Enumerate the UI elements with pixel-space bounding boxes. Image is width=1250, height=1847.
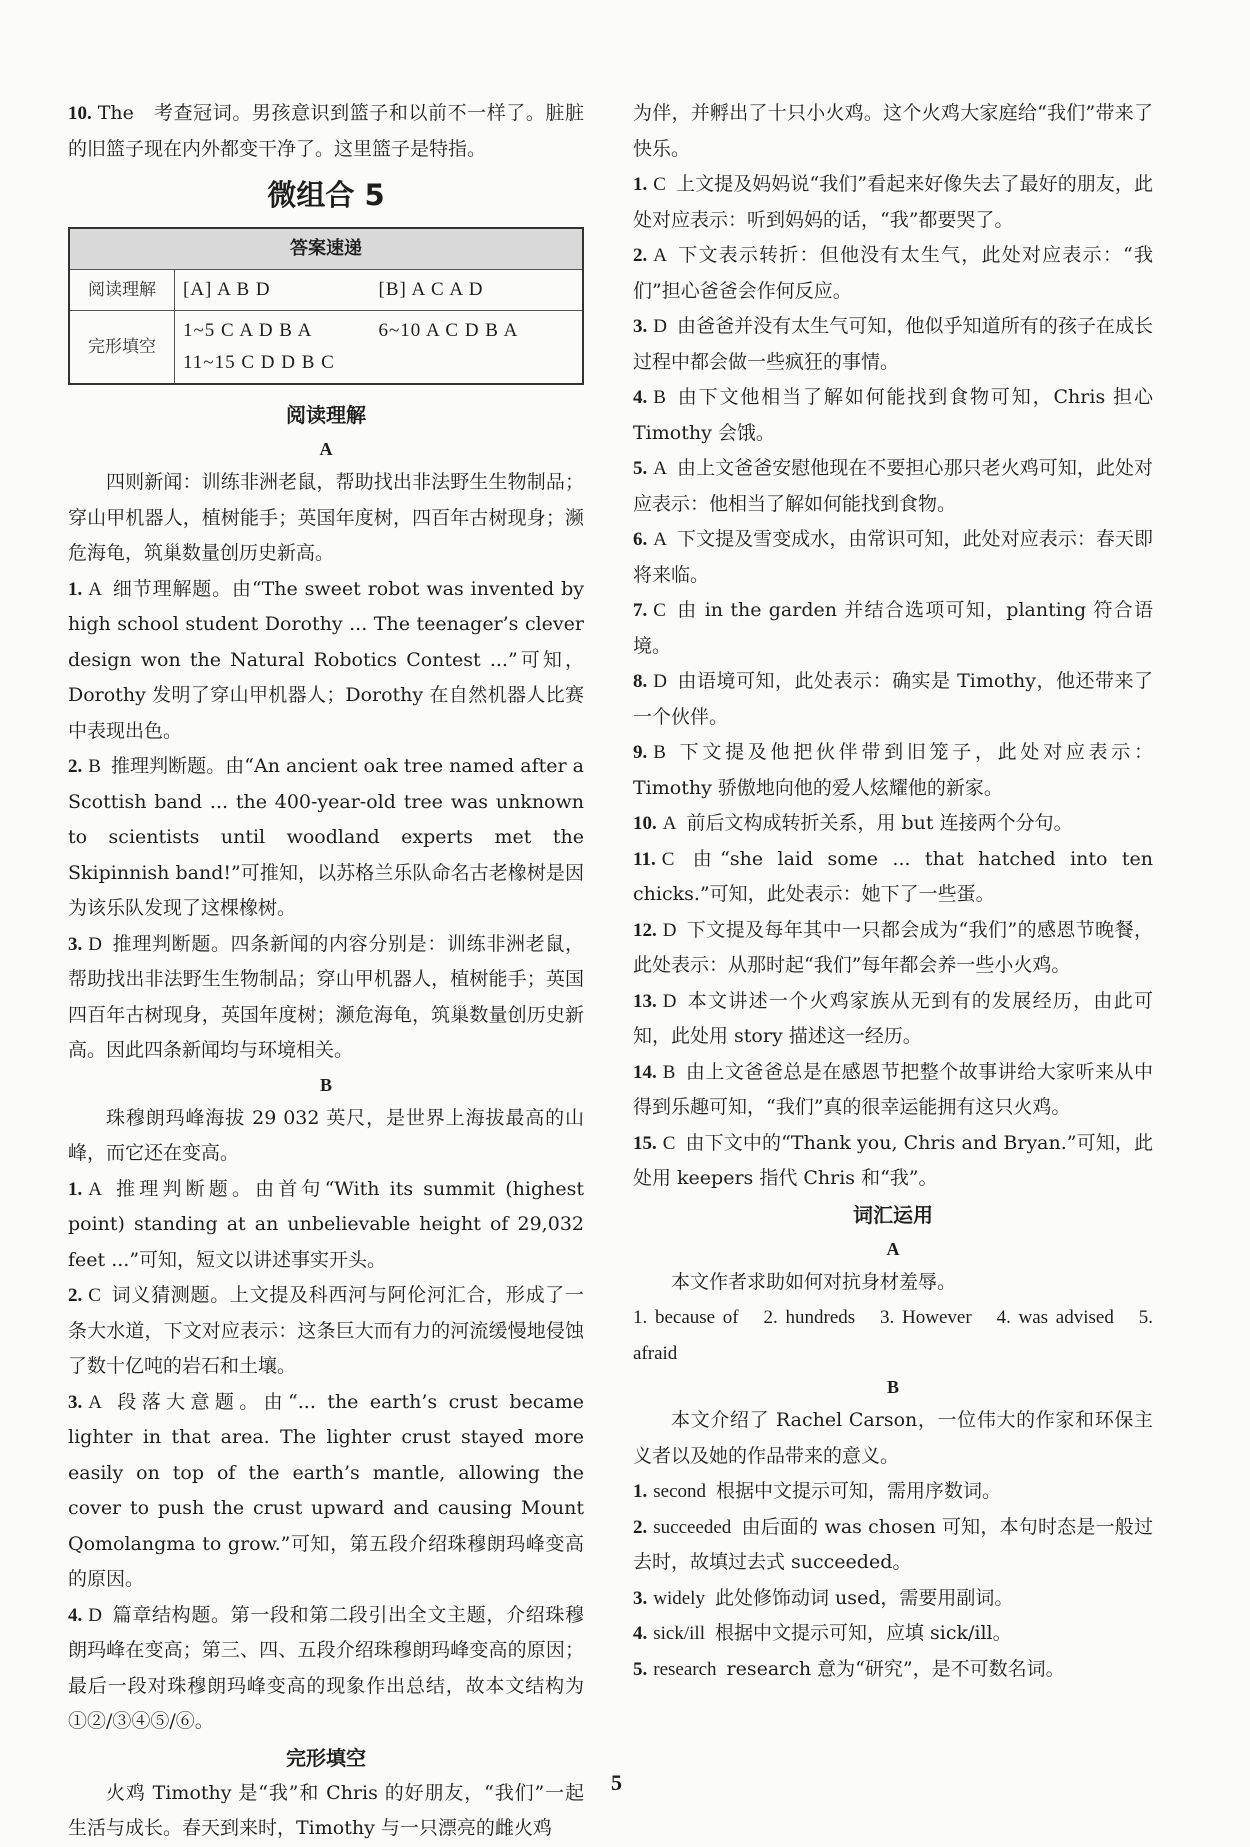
list-item: 8. D 由语境可知，此处表示：确实是 Timothy，他还带来了一个伙伴。 <box>633 670 1153 728</box>
vocab-a-label: A <box>886 1238 900 1259</box>
list-item: 2. succeeded 由后面的 was chosen 可知，本句时态是一般过去时，故填过去式 succeeded。 <box>633 1515 1153 1573</box>
list-item: 4. B 由下文他相当了解如何能找到食物可知，Chris 担心 Timothy 会饿。 <box>633 386 1153 444</box>
cloze-intro: 火鸡 Timothy 是“我”和 Chris 的好朋友，“我们”一起生活与成长。春天到来时，Timothy 与一只漂亮的雌火鸡 <box>68 1781 584 1839</box>
answer-table-header: 答案速递 <box>69 228 583 270</box>
part-b-label: B <box>319 1074 332 1095</box>
list-item: 10. A 前后文构成转折关系，用 but 连接两个分句。 <box>633 812 1073 834</box>
list-item: 11. C 由“she laid some ... that hatched into ten chicks.”可知，此处表示：她下了一些蛋。 <box>633 847 1153 905</box>
list-item: 12. D 下文提及每年其中一只都会成为“我们”的感恩节晚餐，此处表示：从那时起“我们”每年都会养一些小火鸡。 <box>633 918 1153 976</box>
vocab-b-label: B <box>886 1377 899 1397</box>
list-item: 4. sick/ill 根据中文提示可知，应填 sick/ill。 <box>633 1622 1012 1644</box>
list-item: 2. C 词义猜测题。上文提及科西河与阿伦河汇合，形成了一条大水道，下文对应表示：这条巨大而有力的河流缓慢地侵蚀了数十亿吨的岩石和土壤。 <box>68 1284 584 1377</box>
list-item: 13. D 本文讲述一个火鸡家族从无到有的发展经历，由此可知，此处用 story 描述这一经历。 <box>633 989 1153 1047</box>
right-column <box>633 96 1153 1687</box>
list-item: 2. A 下文表示转折：但他没有太生气，此处对应表示：“我们”担心爸爸会作何反应。 <box>633 244 1153 302</box>
answer-row-reading: 阅读理解 [A] A B D [B] A C A D <box>69 270 583 311</box>
list-item: 3. D 推理判断题。四条新闻的内容分别是：训练非洲老鼠，帮助找出非法野生生物制品；穿山甲机器人，植树能手；英国四百年古树现身，英国年度树；濒危海龟，筑巢数量创历史新高。因此四条新闻均与环境相关。 <box>68 932 584 1061</box>
vocab-title: 词汇运用 <box>853 1202 933 1227</box>
part-a-label: A <box>319 439 333 459</box>
list-item: 1. A 细节理解题。由“The sweet robot was invented by high school student Dorothy ... The teenager’s clever design won the Natural Robotics Contest ...”可知，Dorothy 发明了穿山甲机器人；Dorothy 在自然机器人比赛中表现出色。 <box>68 577 584 742</box>
vocab-a-answers: 1. because of 2. hundreds 3. However 4. was advised 5. afraid <box>633 1307 1153 1364</box>
list-item: 15. C 由下文中的“Thank you, Chris and Bryan.”可知，此处用 keepers 指代 Chris 和“我”。 <box>633 1131 1153 1189</box>
list-item: 1. second 根据中文提示可知，需用序数词。 <box>633 1480 1002 1502</box>
list-item: 9. B 下文提及他把伙伴带到旧笼子，此处对应表示：Timothy 骄傲地向他的爱人炫耀他的新家。 <box>633 741 1153 799</box>
list-item: 4. D 篇章结构题。第一段和第二段引出全文主题，介绍珠穆朗玛峰在变高；第三、四、五段介绍珠穆朗玛峰变高的原因；最后一段对珠穆朗玛峰变高的现象作出总结，故本文结构为①②/③④⑤/⑥。 <box>68 1603 584 1732</box>
answer-table <box>68 227 584 385</box>
list-item: 6. A 下文提及雪变成水，由常识可知，此处对应表示：春天即将来临。 <box>633 528 1153 586</box>
answer-row-cloze: 完形填空 1~5 C A D B A 6~10 A C D B A 11~15 C D D B C <box>69 311 583 385</box>
list-item: 14. B 由上文爸爸总是在感恩节把整个故事讲给大家听来从中得到乐趣可知，“我们”真的很幸运能拥有这只火鸡。 <box>633 1060 1153 1118</box>
list-item: 1. C 上文提及妈妈说“我们”看起来好像失去了最好的朋友，此处对应表示：听到妈妈的话，“我”都要哭了。 <box>633 173 1153 231</box>
vocab-a-intro: 本文作者求助如何对抗身材羞辱。 <box>671 1270 957 1293</box>
list-item: 3. widely 此处修饰动词 used，需要用副词。 <box>633 1586 1014 1609</box>
list-item: 2. B 推理判断题。由“An ancient oak tree named after a Scottish band ... the 400-year-old tree was unknown to scientists until woodland experts met the Skipinnish band!”可推知，以苏格兰乐队命名古老橡树是因为该乐队发现了这棵橡树。 <box>68 755 584 919</box>
list-item: 3. A 段落大意题。由“... the earth’s crust became lighter in that area. The lighter crust stayed more easily on top of the earth’s mantle, allowing the cover to push the crust upward and causing Mount Qomolangma to grow.”可知，第五段介绍珠穆朗玛峰变高的原因。 <box>68 1390 584 1590</box>
cloze-intro-cont: 为伴，并孵出了十只小火鸡。这个火鸡大家庭给“我们”带来了快乐。 <box>633 102 1153 160</box>
section-title: 微组合 5 <box>267 178 385 212</box>
part-b-intro: 珠穆朗玛峰海拔 29 032 英尺，是世界上海拔最高的山峰，而它还在变高。 <box>68 1106 584 1164</box>
list-item: 3. D 由爸爸并没有太生气可知，他似乎知道所有的孩子在成长过程中都会做一些疯狂的事情。 <box>633 315 1153 373</box>
vocab-b-intro: 本文介绍了 Rachel Carson，一位伟大的作家和环保主义者以及她的作品带来的意义。 <box>633 1409 1153 1467</box>
list-item: 5. A 由上文爸爸安慰他现在不要担心那只老火鸡可知，此处对应表示：他相当了解如何能找到食物。 <box>633 457 1153 515</box>
list-item: 5. research research 意为“研究”，是不可数名词。 <box>633 1657 1065 1680</box>
top-item: 10. The 考查冠词。男孩意识到篮子和以前不一样了。脏脏的旧篮子现在内外都变干净了。这里篮子是特指。 <box>68 102 584 160</box>
list-item: 1. A 推理判断题。由首句“With its summit (highest point) standing at an unbelievable height of 29,032 feet ...”可知，短文以讲述事实开头。 <box>68 1177 584 1271</box>
cloze-title: 完形填空 <box>286 1745 366 1770</box>
list-item: 7. C 由 in the garden 并结合选项可知，planting 符合语境。 <box>633 599 1153 657</box>
left-column <box>68 96 584 1847</box>
reading-title: 阅读理解 <box>286 403 366 427</box>
page-number: 5 <box>611 1770 622 1795</box>
part-a-intro: 四则新闻：训练非洲老鼠，帮助找出非法野生生物制品；穿山甲机器人，植树能手；英国年度树，四百年古树现身；濒危海龟，筑巢数量创历史新高。 <box>68 471 584 564</box>
